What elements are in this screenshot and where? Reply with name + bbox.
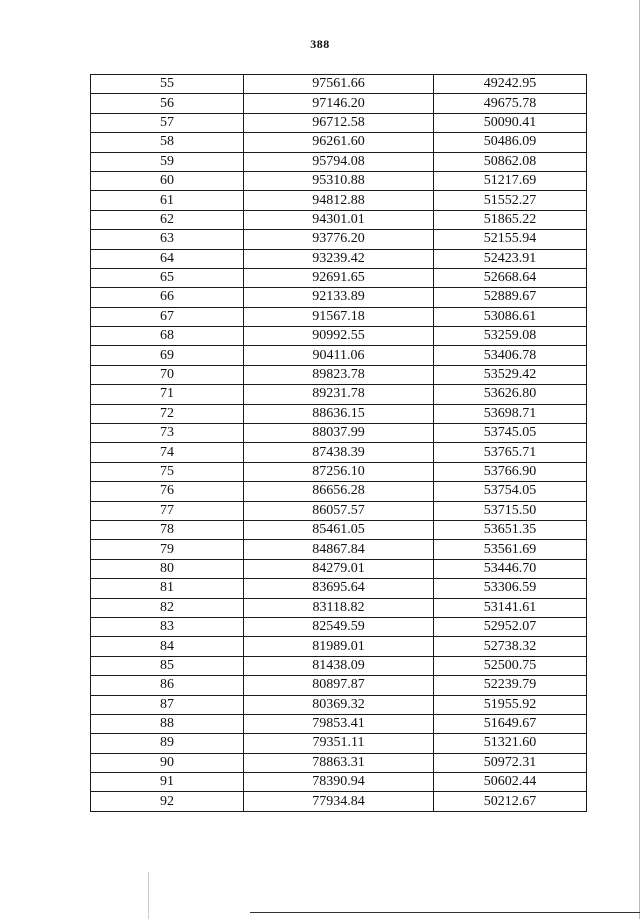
value-b-cell: 53754.05 xyxy=(434,482,587,501)
value-a-cell: 79853.41 xyxy=(244,714,434,733)
value-b-cell: 53259.08 xyxy=(434,327,587,346)
value-b-cell: 50486.09 xyxy=(434,133,587,152)
value-b-cell: 53406.78 xyxy=(434,346,587,365)
value-a-cell: 96712.58 xyxy=(244,113,434,132)
value-a-cell: 78863.31 xyxy=(244,753,434,772)
row-index-cell: 82 xyxy=(91,598,244,617)
row-index-cell: 60 xyxy=(91,171,244,190)
value-a-cell: 96261.60 xyxy=(244,133,434,152)
value-a-cell: 93239.42 xyxy=(244,249,434,268)
value-a-cell: 97561.66 xyxy=(244,75,434,94)
row-index-cell: 87 xyxy=(91,695,244,714)
row-index-cell: 88 xyxy=(91,714,244,733)
row-index-cell: 81 xyxy=(91,579,244,598)
value-a-cell: 80369.32 xyxy=(244,695,434,714)
table-row xyxy=(91,424,587,443)
row-index-cell: 69 xyxy=(91,346,244,365)
value-b-cell: 49242.95 xyxy=(434,75,587,94)
table-row xyxy=(91,482,587,501)
row-index-cell: 55 xyxy=(91,75,244,94)
table-row xyxy=(91,753,587,772)
value-b-cell: 52668.64 xyxy=(434,268,587,287)
row-index-cell: 68 xyxy=(91,327,244,346)
value-a-cell: 84279.01 xyxy=(244,559,434,578)
table-row xyxy=(91,113,587,132)
table-row xyxy=(91,75,587,94)
value-b-cell: 53715.50 xyxy=(434,501,587,520)
table-row xyxy=(91,443,587,462)
value-a-cell: 87256.10 xyxy=(244,462,434,481)
row-index-cell: 57 xyxy=(91,113,244,132)
value-b-cell: 51649.67 xyxy=(434,714,587,733)
row-index-cell: 83 xyxy=(91,617,244,636)
table-row xyxy=(91,152,587,171)
value-a-cell: 84867.84 xyxy=(244,540,434,559)
row-index-cell: 72 xyxy=(91,404,244,423)
table-row xyxy=(91,346,587,365)
table-row xyxy=(91,714,587,733)
value-b-cell: 53626.80 xyxy=(434,385,587,404)
row-index-cell: 59 xyxy=(91,152,244,171)
value-a-cell: 90411.06 xyxy=(244,346,434,365)
value-a-cell: 81989.01 xyxy=(244,637,434,656)
row-index-cell: 80 xyxy=(91,559,244,578)
value-a-cell: 92133.89 xyxy=(244,288,434,307)
data-table xyxy=(90,74,587,812)
value-a-cell: 95310.88 xyxy=(244,171,434,190)
value-a-cell: 94301.01 xyxy=(244,210,434,229)
value-a-cell: 97146.20 xyxy=(244,94,434,113)
row-index-cell: 71 xyxy=(91,385,244,404)
page-number: 388 xyxy=(310,37,330,51)
value-b-cell: 53529.42 xyxy=(434,365,587,384)
value-a-cell: 87438.39 xyxy=(244,443,434,462)
scan-edge-mark xyxy=(148,872,149,919)
value-a-cell: 86656.28 xyxy=(244,482,434,501)
row-index-cell: 75 xyxy=(91,462,244,481)
value-b-cell: 50972.31 xyxy=(434,753,587,772)
table-row xyxy=(91,734,587,753)
row-index-cell: 65 xyxy=(91,268,244,287)
value-a-cell: 80897.87 xyxy=(244,676,434,695)
value-a-cell: 77934.84 xyxy=(244,792,434,811)
value-b-cell: 51321.60 xyxy=(434,734,587,753)
table-row xyxy=(91,385,587,404)
value-b-cell: 53141.61 xyxy=(434,598,587,617)
value-a-cell: 79351.11 xyxy=(244,734,434,753)
row-index-cell: 76 xyxy=(91,482,244,501)
value-a-cell: 85461.05 xyxy=(244,520,434,539)
row-index-cell: 90 xyxy=(91,753,244,772)
row-index-cell: 58 xyxy=(91,133,244,152)
value-a-cell: 83118.82 xyxy=(244,598,434,617)
value-a-cell: 91567.18 xyxy=(244,307,434,326)
value-a-cell: 90992.55 xyxy=(244,327,434,346)
value-a-cell: 88037.99 xyxy=(244,424,434,443)
table-row xyxy=(91,773,587,792)
table-row xyxy=(91,501,587,520)
value-b-cell: 50090.41 xyxy=(434,113,587,132)
row-index-cell: 91 xyxy=(91,773,244,792)
value-a-cell: 89823.78 xyxy=(244,365,434,384)
table-row xyxy=(91,404,587,423)
value-b-cell: 52500.75 xyxy=(434,656,587,675)
value-b-cell: 52889.67 xyxy=(434,288,587,307)
value-b-cell: 50212.67 xyxy=(434,792,587,811)
row-index-cell: 67 xyxy=(91,307,244,326)
table-row xyxy=(91,133,587,152)
table-row xyxy=(91,598,587,617)
row-index-cell: 66 xyxy=(91,288,244,307)
value-b-cell: 50602.44 xyxy=(434,773,587,792)
value-a-cell: 94812.88 xyxy=(244,191,434,210)
value-a-cell: 78390.94 xyxy=(244,773,434,792)
value-b-cell: 50862.08 xyxy=(434,152,587,171)
table-row xyxy=(91,695,587,714)
table-row xyxy=(91,191,587,210)
table-row xyxy=(91,540,587,559)
value-b-cell: 53698.71 xyxy=(434,404,587,423)
value-a-cell: 86057.57 xyxy=(244,501,434,520)
row-index-cell: 70 xyxy=(91,365,244,384)
row-index-cell: 73 xyxy=(91,424,244,443)
row-index-cell: 79 xyxy=(91,540,244,559)
row-index-cell: 89 xyxy=(91,734,244,753)
table-row xyxy=(91,520,587,539)
table-row xyxy=(91,579,587,598)
value-b-cell: 53651.35 xyxy=(434,520,587,539)
row-index-cell: 61 xyxy=(91,191,244,210)
value-b-cell: 52239.79 xyxy=(434,676,587,695)
table-row xyxy=(91,249,587,268)
value-b-cell: 53745.05 xyxy=(434,424,587,443)
row-index-cell: 62 xyxy=(91,210,244,229)
value-b-cell: 52155.94 xyxy=(434,230,587,249)
value-b-cell: 51552.27 xyxy=(434,191,587,210)
table-row xyxy=(91,288,587,307)
table-row xyxy=(91,171,587,190)
value-b-cell: 51865.22 xyxy=(434,210,587,229)
value-b-cell: 53446.70 xyxy=(434,559,587,578)
row-index-cell: 85 xyxy=(91,656,244,675)
table-row xyxy=(91,617,587,636)
table-body xyxy=(91,75,587,812)
table-row xyxy=(91,230,587,249)
table-row xyxy=(91,307,587,326)
value-a-cell: 95794.08 xyxy=(244,152,434,171)
scan-edge-bottom xyxy=(250,912,640,913)
table-row xyxy=(91,792,587,811)
table-row xyxy=(91,268,587,287)
table-row xyxy=(91,94,587,113)
value-b-cell: 51955.92 xyxy=(434,695,587,714)
value-a-cell: 81438.09 xyxy=(244,656,434,675)
value-a-cell: 83695.64 xyxy=(244,579,434,598)
value-b-cell: 52423.91 xyxy=(434,249,587,268)
table-row xyxy=(91,327,587,346)
value-b-cell: 51217.69 xyxy=(434,171,587,190)
row-index-cell: 74 xyxy=(91,443,244,462)
value-a-cell: 92691.65 xyxy=(244,268,434,287)
row-index-cell: 56 xyxy=(91,94,244,113)
value-a-cell: 82549.59 xyxy=(244,617,434,636)
value-b-cell: 53766.90 xyxy=(434,462,587,481)
row-index-cell: 64 xyxy=(91,249,244,268)
table-row xyxy=(91,656,587,675)
table-row xyxy=(91,365,587,384)
value-a-cell: 88636.15 xyxy=(244,404,434,423)
table-row xyxy=(91,637,587,656)
table-row xyxy=(91,462,587,481)
value-b-cell: 53765.71 xyxy=(434,443,587,462)
table-row xyxy=(91,210,587,229)
value-b-cell: 52952.07 xyxy=(434,617,587,636)
row-index-cell: 77 xyxy=(91,501,244,520)
row-index-cell: 63 xyxy=(91,230,244,249)
row-index-cell: 86 xyxy=(91,676,244,695)
row-index-cell: 92 xyxy=(91,792,244,811)
value-a-cell: 89231.78 xyxy=(244,385,434,404)
table-row xyxy=(91,559,587,578)
value-b-cell: 53306.59 xyxy=(434,579,587,598)
row-index-cell: 78 xyxy=(91,520,244,539)
value-b-cell: 49675.78 xyxy=(434,94,587,113)
table-row xyxy=(91,676,587,695)
value-a-cell: 93776.20 xyxy=(244,230,434,249)
value-b-cell: 53086.61 xyxy=(434,307,587,326)
value-b-cell: 52738.32 xyxy=(434,637,587,656)
row-index-cell: 84 xyxy=(91,637,244,656)
value-b-cell: 53561.69 xyxy=(434,540,587,559)
